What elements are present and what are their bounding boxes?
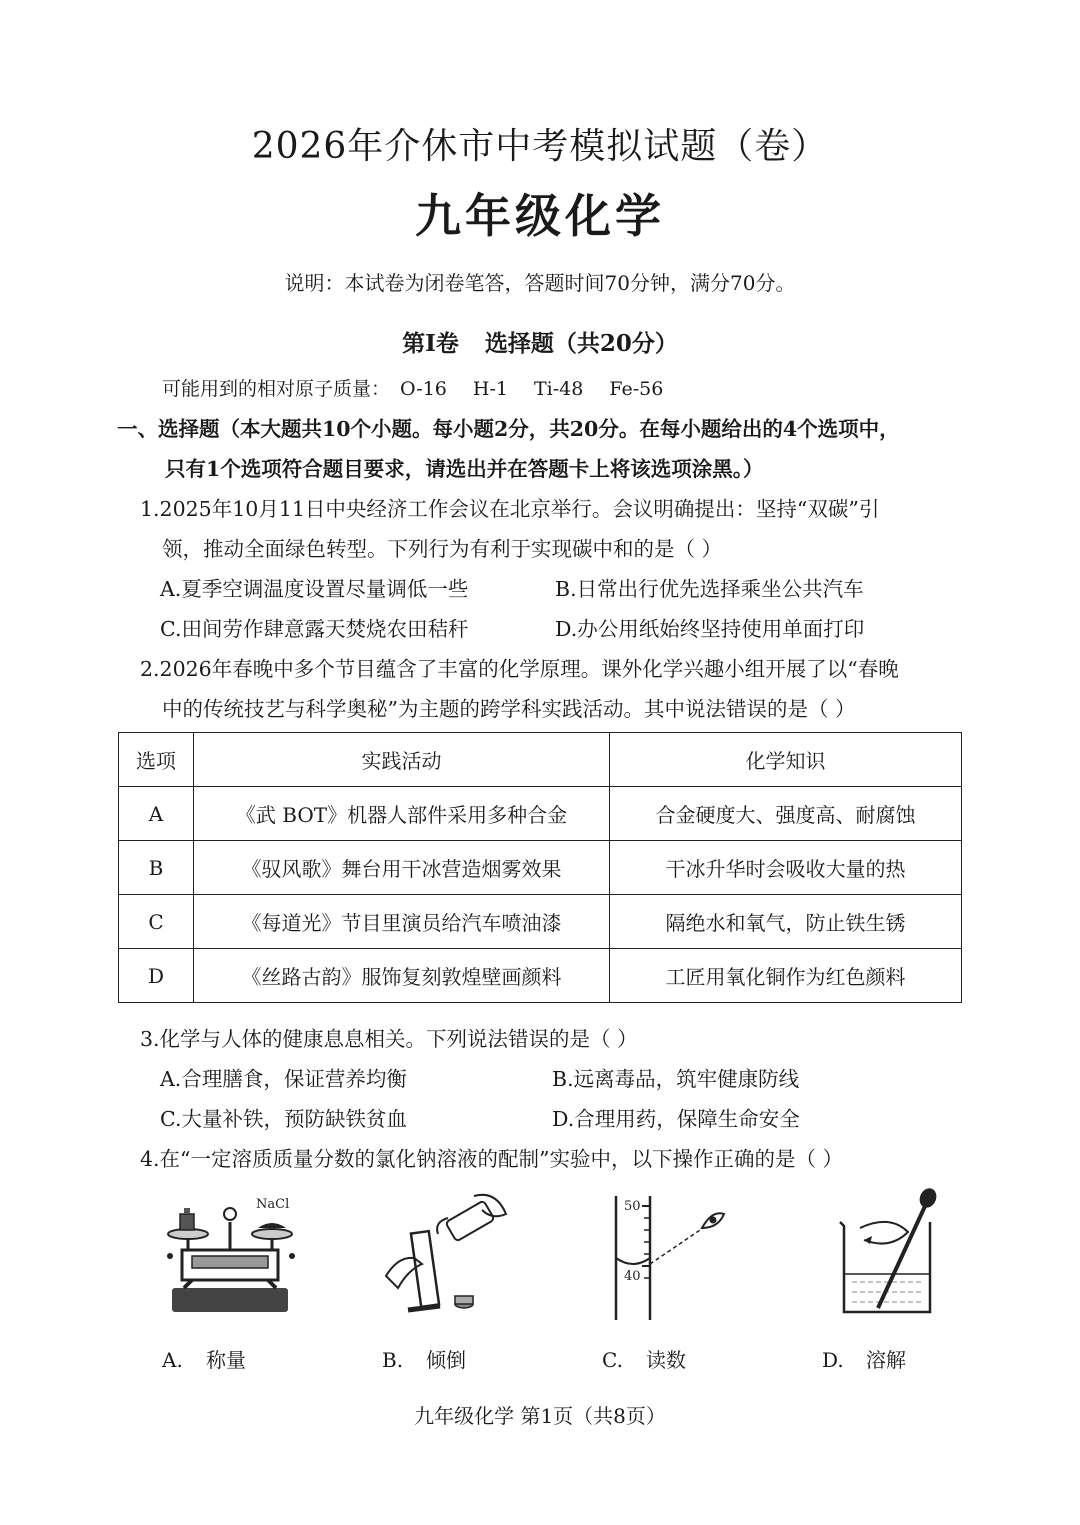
- table-cell: 《每道光》节目里演员给汽车喷油漆: [194, 895, 610, 949]
- atomic-masses-label: 可能用到的相对原子质量：: [162, 378, 391, 400]
- figure-a-letter: A.: [162, 1348, 183, 1372]
- section-heading: [0, 325, 1080, 358]
- atomic-mass-fe: Fe-56: [609, 378, 664, 400]
- table-header: 实践活动: [194, 733, 610, 787]
- table-header: 选项: [119, 733, 194, 787]
- table-cell: 《驭风歌》舞台用干冰营造烟雾效果: [194, 841, 610, 895]
- pouring-figure: [378, 1192, 518, 1322]
- q2-stem-line1: 2.2026年春晚中多个节目蕴含了丰富的化学原理。课外化学兴趣小组开展了以“春晚: [140, 657, 899, 681]
- figure-a-caption: [162, 1344, 246, 1373]
- section-part: 第Ⅰ卷: [402, 330, 459, 357]
- table-row: [119, 841, 962, 895]
- balance-weighing-figure: [158, 1192, 298, 1322]
- figure-c-text: 读数: [646, 1348, 686, 1372]
- q3-stem: 3.化学与人体的健康息息相关。下列说法错误的是（ ）: [140, 1027, 638, 1051]
- table-cell: C: [119, 895, 194, 949]
- table-cell: 干冰升华时会吸收大量的热: [610, 841, 962, 895]
- dissolving-figure: [830, 1188, 960, 1322]
- table-row: [119, 895, 962, 949]
- tick-50-label: 50: [624, 1199, 641, 1214]
- table-row: [119, 949, 962, 1003]
- q3-option-a[interactable]: A.合理膳食，保证营养均衡: [160, 1067, 407, 1091]
- figure-c-caption: [602, 1344, 686, 1373]
- table-cell: 工匠用氧化铜作为红色颜料: [610, 949, 962, 1003]
- figure-b-caption: [382, 1344, 466, 1373]
- q3-option-b[interactable]: B.远离毒品，筑牢健康防线: [552, 1067, 800, 1091]
- table-cell: 隔绝水和氧气，防止铁生锈: [610, 895, 962, 949]
- figure-d-caption: [822, 1344, 906, 1373]
- tick-40-label: 40: [624, 1269, 641, 1284]
- figure-b-text: 倾倒: [426, 1348, 466, 1372]
- table-cell: D: [119, 949, 194, 1003]
- atomic-mass-o: O-16: [400, 378, 447, 400]
- q3-option-c[interactable]: C.大量补铁，预防缺铁贫血: [160, 1107, 407, 1131]
- q4-stem: 4.在“一定溶质质量分数的氯化钠溶液的配制”实验中，以下操作正确的是（ ）: [140, 1147, 844, 1171]
- nacl-label: NaCl: [256, 1197, 290, 1212]
- q2-table: [118, 732, 962, 1003]
- table-cell: A: [119, 787, 194, 841]
- q3-option-d[interactable]: D.合理用药，保障生命安全: [552, 1107, 800, 1131]
- part-one-instructions-line1: 一、选择题（本大题共10个小题。每小题2分，共20分。在每小题给出的4个选项中，: [117, 417, 900, 441]
- q1-stem-line2: 领，推动全面绿色转型。下列行为有利于实现碳中和的是（ ）: [162, 537, 723, 561]
- atomic-masses: [162, 374, 689, 401]
- figure-d-text: 溶解: [866, 1348, 906, 1372]
- table-header-row: [119, 733, 962, 787]
- section-name: 选择题（共20分）: [484, 330, 678, 357]
- reading-figure: [600, 1192, 740, 1322]
- figure-a-text: 称量: [206, 1348, 246, 1372]
- figure-c-letter: C.: [602, 1348, 623, 1372]
- q1-option-a[interactable]: A.夏季空调温度设置尽量调低一些: [160, 577, 469, 601]
- q2-stem-line2: 中的传统技艺与科学奥秘”为主题的跨学科实践活动。其中说法错误的是（ ）: [162, 697, 856, 721]
- exam-instructions: 说明：本试卷为闭卷笔答，答题时间70分钟，满分70分。: [284, 271, 796, 295]
- q1-option-b[interactable]: B.日常出行优先选择乘坐公共汽车: [555, 577, 864, 601]
- exam-title: 2026年介休市中考模拟试题（卷）: [251, 126, 829, 167]
- table-header: 化学知识: [610, 733, 962, 787]
- table-cell: 合金硬度大、强度高、耐腐蚀: [610, 787, 962, 841]
- table-cell: B: [119, 841, 194, 895]
- q1-stem-line1: 1.2025年10月11日中央经济工作会议在北京举行。会议明确提出：坚持“双碳”引: [140, 497, 880, 521]
- figure-d-letter: D.: [822, 1348, 844, 1372]
- part-one-instructions-line2: 只有1个选项符合题目要求，请选出并在答题卡上将该选项涂黑。）: [165, 457, 764, 481]
- table-cell: 《武 BOT》机器人部件采用多种合金: [194, 787, 610, 841]
- q1-option-c[interactable]: C.田间劳作肆意露天焚烧农田秸秆: [160, 617, 469, 641]
- atomic-mass-ti: Ti-48: [533, 378, 584, 400]
- page-footer: 九年级化学 第1页（共8页）: [414, 1404, 666, 1428]
- atomic-mass-h: H-1: [472, 378, 508, 400]
- table-cell: 《丝路古韵》服饰复刻敦煌壁画颜料: [194, 949, 610, 1003]
- figure-b-letter: B.: [382, 1348, 404, 1372]
- subject-title: 九年级化学: [415, 189, 665, 243]
- q1-option-d[interactable]: D.办公用纸始终坚持使用单面打印: [555, 617, 865, 641]
- table-row: [119, 787, 962, 841]
